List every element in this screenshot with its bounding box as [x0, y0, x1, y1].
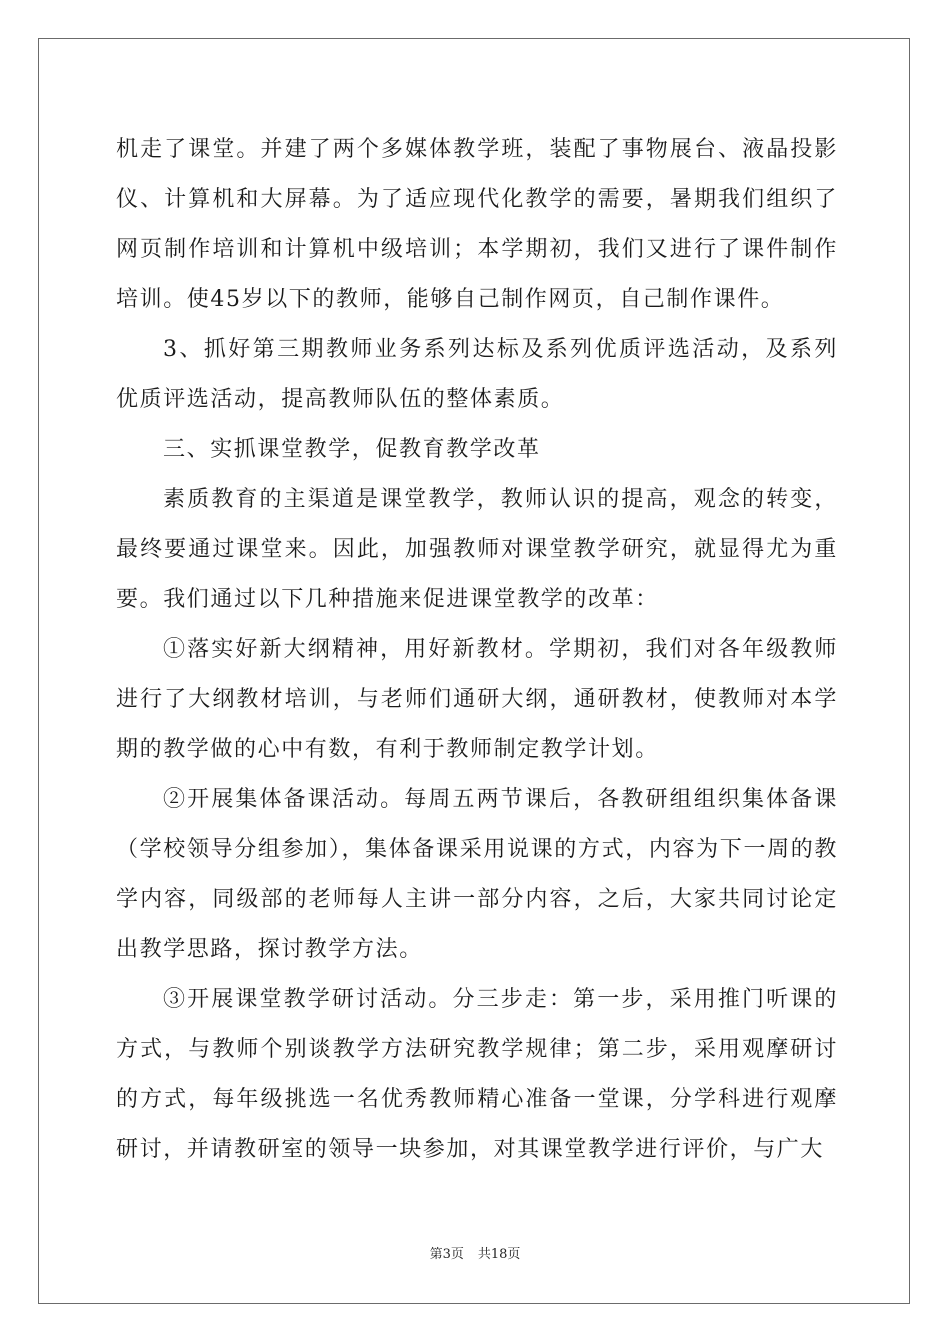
document-body	[116, 125, 838, 1175]
section-heading: 三、实抓课堂教学，促教育教学改革	[163, 437, 541, 462]
page-footer	[0, 1246, 950, 1264]
page-number-current: 第3页	[429, 1247, 464, 1262]
paragraph-7: ③开展课堂教学研讨活动。分三步走：第一步，采用推门听课的方式，与教师个别谈教学方法研究教学规律；第二步，采用观摩研讨的方式，每年级挑选一名优秀教师精心准备一堂课，分学科进行观摩研讨，并请教研室的领导一块参加，对其课堂教学进行评价，与广大	[116, 987, 838, 1162]
paragraph-4: 素质教育的主渠道是课堂教学，教师认识的提高，观念的转变，最终要通过课堂来。因此，加强教师对课堂教学研究，就显得尤为重要。我们通过以下几种措施来促进课堂教学的改革：	[116, 487, 838, 612]
paragraph-6: ②开展集体备课活动。每周五两节课后，各教研组组织集体备课（学校领导分组参加），集体备课采用说课的方式，内容为下一周的教学内容，同级部的老师每人主讲一部分内容，之后，大家共同讨论定出教学思路，探讨教学方法。	[116, 787, 838, 962]
page-number-total: 共18页	[477, 1247, 521, 1262]
paragraph-2: 3、抓好第三期教师业务系列达标及系列优质评选活动，及系列优质评选活动，提高教师队伍的整体素质。	[116, 337, 838, 412]
paragraph-1: 机走了课堂。并建了两个多媒体教学班，装配了事物展台、液晶投影仪、计算机和大屏幕。为了适应现代化教学的需要，暑期我们组织了网页制作培训和计算机中级培训；本学期初，我们又进行了课件制作培训。使45岁以下的教师，能够自己制作网页，自己制作课件。	[116, 137, 838, 312]
paragraph-5: ①落实好新大纲精神，用好新教材。学期初，我们对各年级教师进行了大纲教材培训，与老师们通研大纲，通研教材，使教师对本学期的教学做的心中有数，有利于教师制定教学计划。	[116, 637, 838, 762]
